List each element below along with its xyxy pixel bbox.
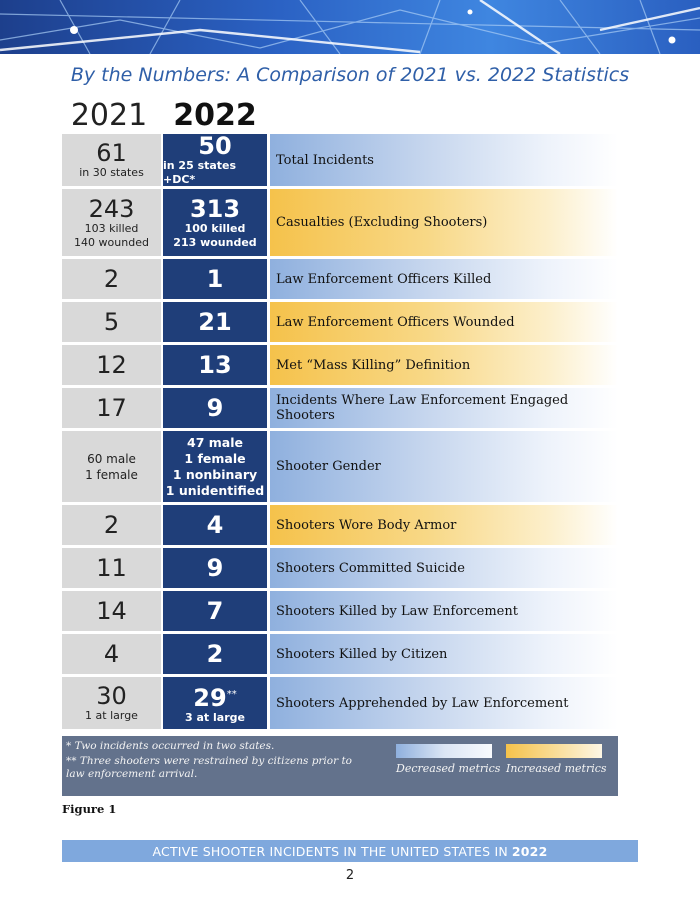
value-2022-line: 1 nonbinary <box>172 466 258 482</box>
value-2022-detail: in 25 states +DC* <box>163 159 237 186</box>
value-2022-line: 1 female <box>184 450 246 466</box>
legend-label-decreased: Decreased metrics <box>396 762 501 775</box>
figure-caption: Figure 1 <box>62 802 117 816</box>
table-row <box>62 345 618 385</box>
value-2022 <box>163 505 267 545</box>
value-2021 <box>62 548 161 588</box>
legend-swatch-decreased <box>396 744 492 758</box>
value-2021 <box>62 677 161 729</box>
table-row <box>62 302 618 342</box>
street-map-graphic <box>0 0 700 54</box>
value-2021-detail: in 30 states <box>79 166 144 179</box>
metric-label: Casualties (Excluding Shooters) <box>270 189 618 256</box>
value-2021-main: 11 <box>96 554 127 582</box>
value-2021-main: 17 <box>96 394 127 422</box>
value-2022 <box>163 345 267 385</box>
value-2021-detail: 1 at large <box>85 709 138 722</box>
value-2022-main: 13 <box>198 351 232 379</box>
value-2021-detail: 103 killed <box>84 221 139 235</box>
metric-label: Shooters Apprehended by Law Enforcement <box>270 677 618 729</box>
header-banner <box>0 0 700 54</box>
value-2022-detail: 100 killed <box>184 221 246 235</box>
year-2021-header: 2021 <box>70 98 148 133</box>
table-row <box>62 591 618 631</box>
value-2021-line: 1 female <box>85 467 138 482</box>
metric-label: Shooters Committed Suicide <box>270 548 618 588</box>
value-2021-main: 12 <box>96 351 127 379</box>
page-title: By the Numbers: A Comparison of 2021 vs. 2022 Statistics <box>70 64 630 86</box>
value-2022 <box>163 591 267 631</box>
value-2021-main: 4 <box>103 640 120 668</box>
table-row <box>62 677 618 729</box>
metric-label: Shooters Killed by Citizen <box>270 634 618 674</box>
metric-label: Shooter Gender <box>270 431 618 502</box>
metric-label: Met “Mass Killing” Definition <box>270 345 618 385</box>
value-2021 <box>62 345 161 385</box>
metric-label: Law Enforcement Officers Wounded <box>270 302 618 342</box>
value-2022-detail: 213 wounded <box>173 235 257 249</box>
page-number: 2 <box>345 868 355 883</box>
value-2022 <box>163 634 267 674</box>
footnote-1: * Two incidents occurred in two states. <box>66 740 275 752</box>
metric-label: Shooters Killed by Law Enforcement <box>270 591 618 631</box>
value-2022-line: 47 male <box>187 434 243 450</box>
value-2021 <box>62 134 161 186</box>
value-2021 <box>62 505 161 545</box>
table-row <box>62 634 618 674</box>
value-2022 <box>163 388 267 428</box>
table-row <box>62 189 618 256</box>
footer-text: ACTIVE SHOOTER INCIDENTS IN THE UNITED STATES IN <box>152 843 508 859</box>
footnote-2: ** Three shooters were restrained by citizens prior to law enforcement arrival. <box>66 755 353 780</box>
metric-label: Total Incidents <box>270 134 618 186</box>
value-2021 <box>62 388 161 428</box>
value-2021-main: 30 <box>96 682 127 710</box>
year-2022-header: 2022 <box>173 98 257 133</box>
notes-panel <box>62 736 618 796</box>
legend-label-increased: Increased metrics <box>506 762 607 775</box>
value-2022-main: 9 <box>206 554 224 582</box>
value-2022-main: 1 <box>206 265 224 293</box>
value-2021 <box>62 189 161 256</box>
value-2022 <box>163 189 267 256</box>
value-2021-detail: 140 wounded <box>74 235 149 249</box>
legend-swatch-increased <box>506 744 602 758</box>
table-row <box>62 505 618 545</box>
footnote-marker: ** <box>226 688 237 700</box>
value-2021 <box>62 431 161 502</box>
value-2022-main: 21 <box>198 308 232 336</box>
value-2021 <box>62 302 161 342</box>
value-2021-main: 2 <box>103 511 120 539</box>
value-2022-main: 50 <box>198 132 232 160</box>
metric-label: Incidents Where Law Enforcement Engaged Shooters <box>270 388 618 428</box>
table-row <box>62 134 618 186</box>
table-row <box>62 388 618 428</box>
value-2022 <box>163 431 267 502</box>
value-2022-main: 4 <box>206 511 224 539</box>
table-row <box>62 259 618 299</box>
footer-year: 2022 <box>511 843 548 859</box>
value-2022-detail: 3 at large <box>185 710 245 724</box>
value-2022-main: 2 <box>206 640 224 668</box>
value-2021 <box>62 591 161 631</box>
metric-label: Shooters Wore Body Armor <box>270 505 618 545</box>
value-2022-main: 7 <box>206 597 224 625</box>
value-2022 <box>163 302 267 342</box>
value-2021 <box>62 259 161 299</box>
table-row <box>62 431 618 502</box>
value-2022-main <box>193 682 236 711</box>
value-2022-number: 29 <box>193 683 227 712</box>
value-2021-line: 60 male <box>87 451 136 466</box>
value-2022-main: 9 <box>206 394 224 422</box>
metric-label: Law Enforcement Officers Killed <box>270 259 618 299</box>
value-2021-main: 243 <box>88 194 135 223</box>
value-2022 <box>163 677 267 729</box>
value-2021-main: 14 <box>96 597 127 625</box>
value-2021-main: 2 <box>103 265 120 293</box>
value-2022 <box>163 134 267 186</box>
value-2021-main: 61 <box>96 139 127 167</box>
comparison-table <box>62 134 618 729</box>
value-2022 <box>163 259 267 299</box>
value-2021 <box>62 634 161 674</box>
table-row <box>62 548 618 588</box>
value-2021-main: 5 <box>103 308 120 336</box>
value-2022-main: 313 <box>189 194 241 223</box>
footer-banner <box>62 840 638 862</box>
value-2022 <box>163 548 267 588</box>
value-2022-line: 1 unidentified <box>165 482 265 498</box>
